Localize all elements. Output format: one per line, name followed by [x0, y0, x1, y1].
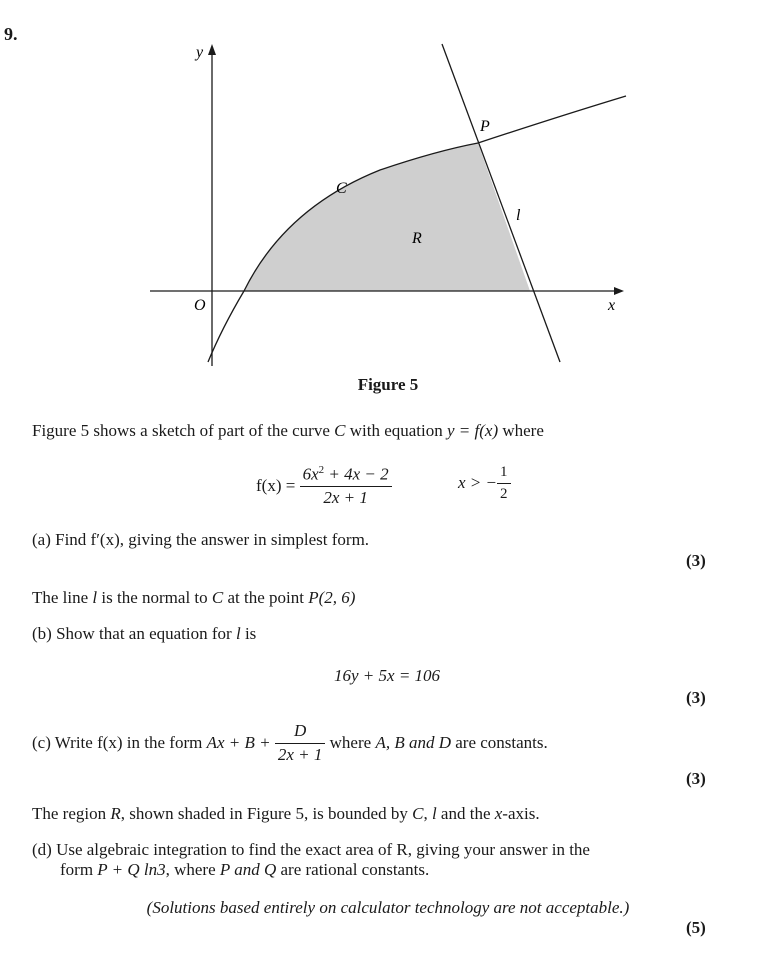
part-b-equation: 16y + 5x = 106 [334, 666, 441, 685]
function-domain: x > − $\frac{1}{2}$ [458, 464, 511, 502]
x-axis-arrow [614, 287, 624, 295]
label-line-l: l [516, 207, 521, 224]
calculator-note: (Solutions based entirely on calculator technology are not acceptable.) [146, 898, 630, 917]
part-a-text: (a) Find f′(x), giving the answer in simplest form. [32, 530, 370, 549]
part-a-marks: (3) [686, 551, 706, 570]
figure-caption: Figure 5 [357, 375, 419, 394]
part-d-line1: (d) Use algebraic integration to find the exact area of R, giving your answer in the [32, 840, 590, 859]
function-definition: f(x) = $\frac{6x^2 + 4x - 2}{2x + 1}$ [256, 464, 392, 508]
label-region-r: R [412, 230, 422, 247]
label-y: y [196, 44, 204, 61]
y-axis-arrow [208, 44, 216, 55]
region-text: The region R, shown shaded in Figure 5, is bounded by C, l and the x-axis. [32, 804, 540, 823]
part-b-text: (b) Show that an equation for l is [32, 624, 257, 643]
label-x: x [608, 297, 616, 314]
part-c-text: (c) Write f(x) in the form Ax + B + $\frac{D}{2x + 1}$ where A, B and D are constants. [32, 721, 548, 764]
part-d-line2: form P + Q ln3, where P and Q are rational constants. [60, 860, 430, 879]
part-c-marks: (3) [686, 769, 706, 788]
label-origin: O [194, 297, 206, 314]
figure-5 [140, 38, 640, 368]
label-point-p: P [480, 118, 490, 135]
part-b-marks: (3) [686, 688, 706, 707]
normal-line-text: The line l is the normal to C at the point P(2, 6) [32, 588, 356, 607]
part-d-marks: (5) [686, 918, 706, 937]
label-curve-c: C [336, 180, 347, 197]
question-number: 9. [4, 24, 18, 44]
intro-text: Figure 5 shows a sketch of part of the curve C with equation y = f(x) where [32, 421, 544, 440]
